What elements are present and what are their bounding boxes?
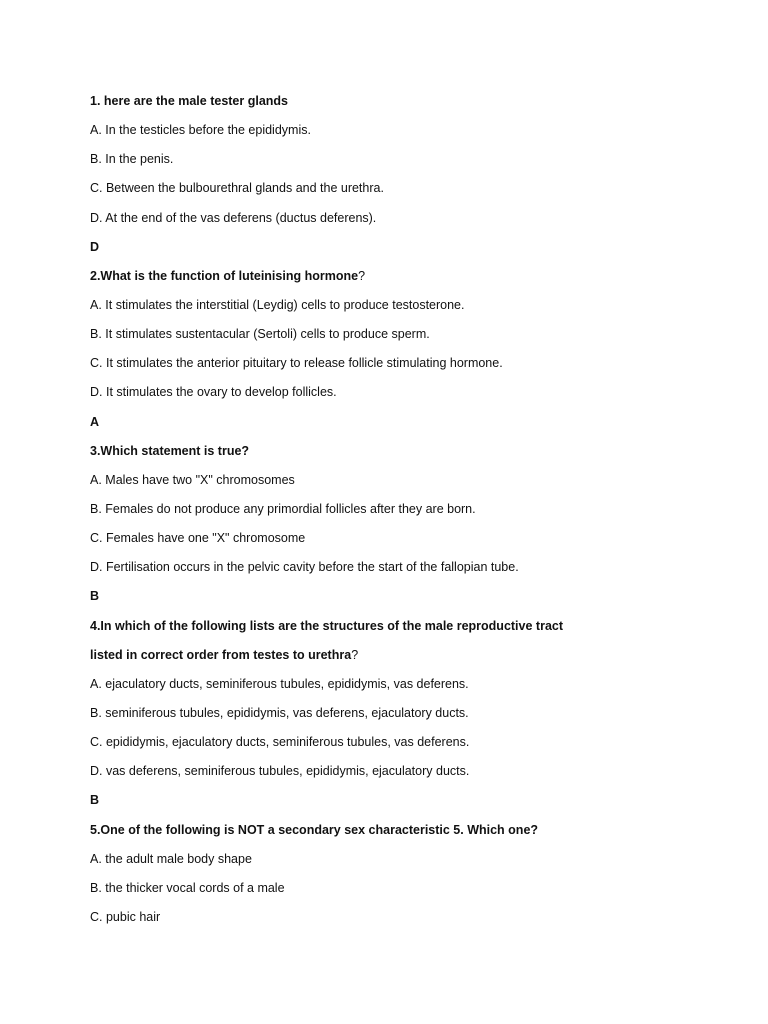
question-4-text-continued: listed in correct order from testes to urethra	[90, 647, 352, 662]
question-4-mark: ?	[351, 647, 359, 662]
question-1-text: 1. here are the male tester glands	[90, 94, 289, 108]
question-3-option-b: B. Females do not produce any primordial follicles after they are born.	[90, 501, 476, 516]
question-4-option-c: C. epididymis, ejaculatory ducts, seminiferous tubules, vas deferens.	[90, 735, 470, 750]
document-page	[90, 92, 730, 937]
question-5-option-a: A. the adult male body shape	[90, 851, 252, 866]
question-4-text: 4.In which of the following lists are the structures of the male reproductive tract	[90, 618, 564, 633]
question-5-option-b: B. the thicker vocal cords of a male	[90, 880, 285, 895]
question-1-option-a: A. In the testicles before the epididymis.	[90, 123, 311, 138]
question-4-option-d: D. vas deferens, seminiferous tubules, epididymis, ejaculatory ducts.	[90, 764, 470, 779]
question-3-text: 3.Which statement is true?	[90, 443, 250, 458]
question-2-text: 2.What is the function of luteinising hormone	[90, 268, 359, 283]
question-2-mark: ?	[358, 268, 366, 283]
question-2-option-c: C. It stimulates the anterior pituitary to release follicle stimulating hormone.	[90, 356, 503, 371]
question-3-option-a: A. Males have two "X" chromosomes	[90, 472, 295, 487]
question-3-option-c: C. Females have one "X" chromosome	[90, 531, 306, 546]
question-2-option-d: D. It stimulates the ovary to develop follicles.	[90, 385, 337, 400]
question-4-option-a: A. ejaculatory ducts, seminiferous tubules, epididymis, vas deferens.	[90, 676, 469, 691]
question-1-option-b: B. In the penis.	[90, 152, 174, 167]
question-2-line	[90, 267, 730, 296]
question-4-line-2	[90, 646, 730, 675]
question-5-text: 5.One of the following is NOT a secondary sex characteristic 5. Which one?	[90, 822, 539, 837]
question-1-answer: D	[90, 239, 100, 254]
question-1-option-d: D. At the end of the vas deferens (ductus deferens).	[90, 210, 377, 225]
question-4-option-b: B. seminiferous tubules, epididymis, vas deferens, ejaculatory ducts.	[90, 705, 469, 720]
question-3-answer: B	[90, 589, 100, 604]
question-4-answer: B	[90, 793, 100, 808]
question-2-answer: A	[90, 414, 100, 429]
question-5-option-c: C. pubic hair	[90, 909, 161, 924]
question-2-option-b: B. It stimulates sustentacular (Sertoli) cells to produce sperm.	[90, 327, 430, 342]
question-1-option-c: C. Between the bulbourethral glands and the urethra.	[90, 181, 384, 196]
question-2-option-a: A. It stimulates the interstitial (Leydig) cells to produce testosterone.	[90, 297, 465, 312]
question-3-option-d: D. Fertilisation occurs in the pelvic cavity before the start of the fallopian tube.	[90, 560, 519, 575]
